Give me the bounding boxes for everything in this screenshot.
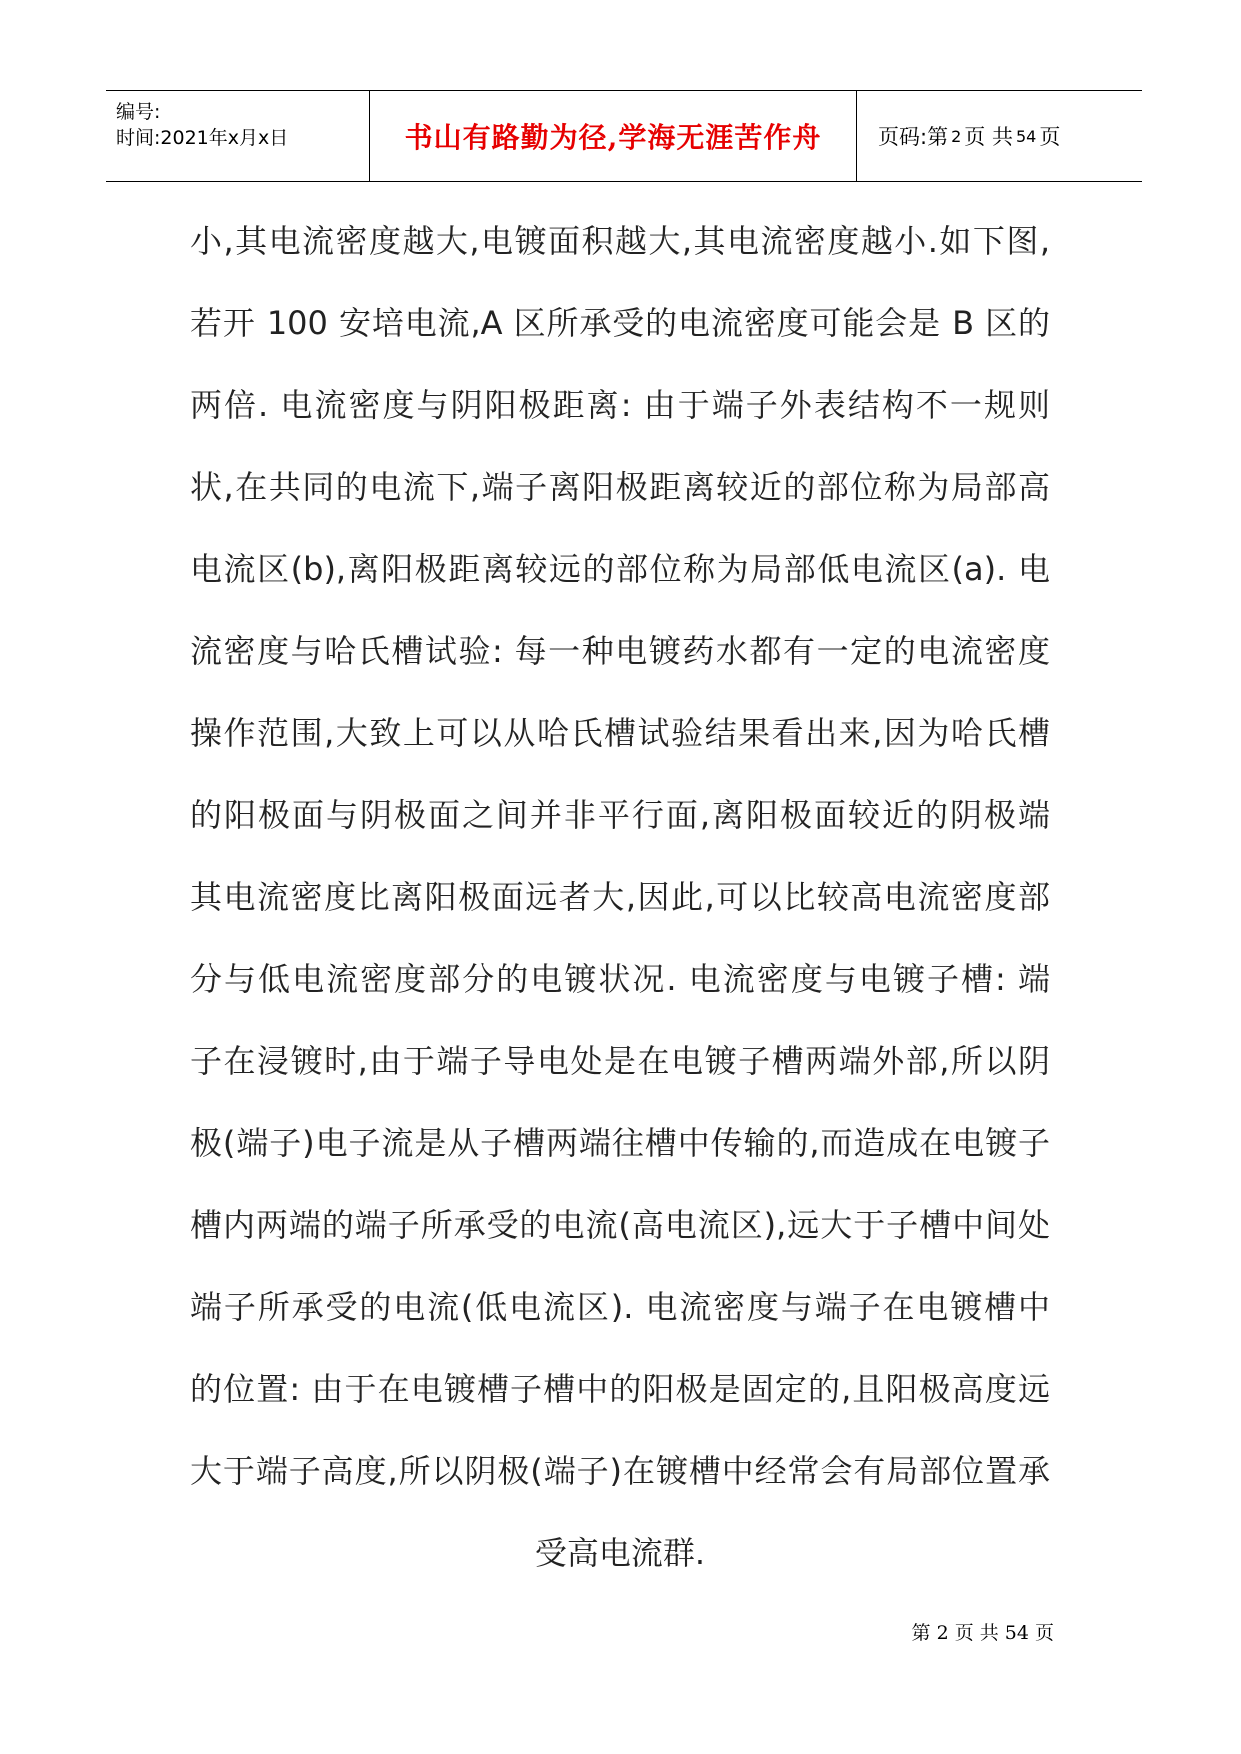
body-line-last: 受高电流群.	[534, 1534, 706, 1572]
header-motto: 书山有路勤为径,学海无涯苦作舟	[370, 91, 857, 181]
page-suffix: 页	[1039, 125, 1061, 149]
document-body	[190, 200, 1050, 1594]
body-line: 状,在共同的电流下,端子离阳极距离较近的部位称为局部高	[190, 468, 1050, 506]
page-prefix: 页码:第	[878, 125, 949, 149]
body-line: 大于端子高度,所以阴极(端子)在镀槽中经常会有局部位置承	[190, 1452, 1050, 1490]
body-line: 极(端子)电子流是从子槽两端往槽中传输的,而造成在电镀子	[190, 1124, 1050, 1162]
body-line: 分与低电流密度部分的电镀状况. 电流密度与电镀子槽: 端	[190, 960, 1050, 998]
body-line: 电流区(b),离阳极距离较远的部位称为局部低电流区(a). 电	[190, 550, 1050, 588]
body-line: 槽内两端的端子所承受的电流(高电流区),远大于子槽中间处	[190, 1206, 1050, 1244]
body-line: 若开 100 安培电流,A 区所承受的电流密度可能会是 B 区的	[190, 304, 1050, 342]
page-current: 2	[951, 126, 962, 146]
header-meta-cell	[106, 91, 370, 181]
body-line: 端子所承受的电流(低电流区). 电流密度与端子在电镀槽中	[190, 1288, 1050, 1326]
body-line: 子在浸镀时,由于端子导电处是在电镀子槽两端外部,所以阴	[190, 1042, 1050, 1080]
page-mid: 页 共	[964, 125, 1013, 149]
page-footer: 第 2 页 共 54 页	[911, 1622, 1054, 1644]
header-page-number	[868, 91, 1142, 181]
body-line: 其电流密度比离阳极面远者大,因此,可以比较高电流密度部	[190, 878, 1050, 916]
document-code-label: 编号:	[116, 101, 161, 123]
body-line: 的位置: 由于在电镀槽子槽中的阳极是固定的,且阳极高度远	[190, 1370, 1050, 1408]
body-line: 小,其电流密度越大,电镀面积越大,其电流密度越小.如下图,	[190, 222, 1050, 260]
page-total: 54	[1015, 126, 1037, 146]
body-line: 两倍. 电流密度与阴阳极距离: 由于端子外表结构不一规则	[190, 386, 1050, 424]
document-time-label: 时间:2021年x月x日	[116, 127, 289, 149]
body-line: 的阳极面与阴极面之间并非平行面,离阳极面较近的阴极端	[190, 796, 1050, 834]
page-header	[106, 90, 1142, 182]
body-line: 操作范围,大致上可以从哈氏槽试验结果看出来,因为哈氏槽	[190, 714, 1050, 752]
body-line: 流密度与哈氏槽试验: 每一种电镀药水都有一定的电流密度	[190, 632, 1050, 670]
